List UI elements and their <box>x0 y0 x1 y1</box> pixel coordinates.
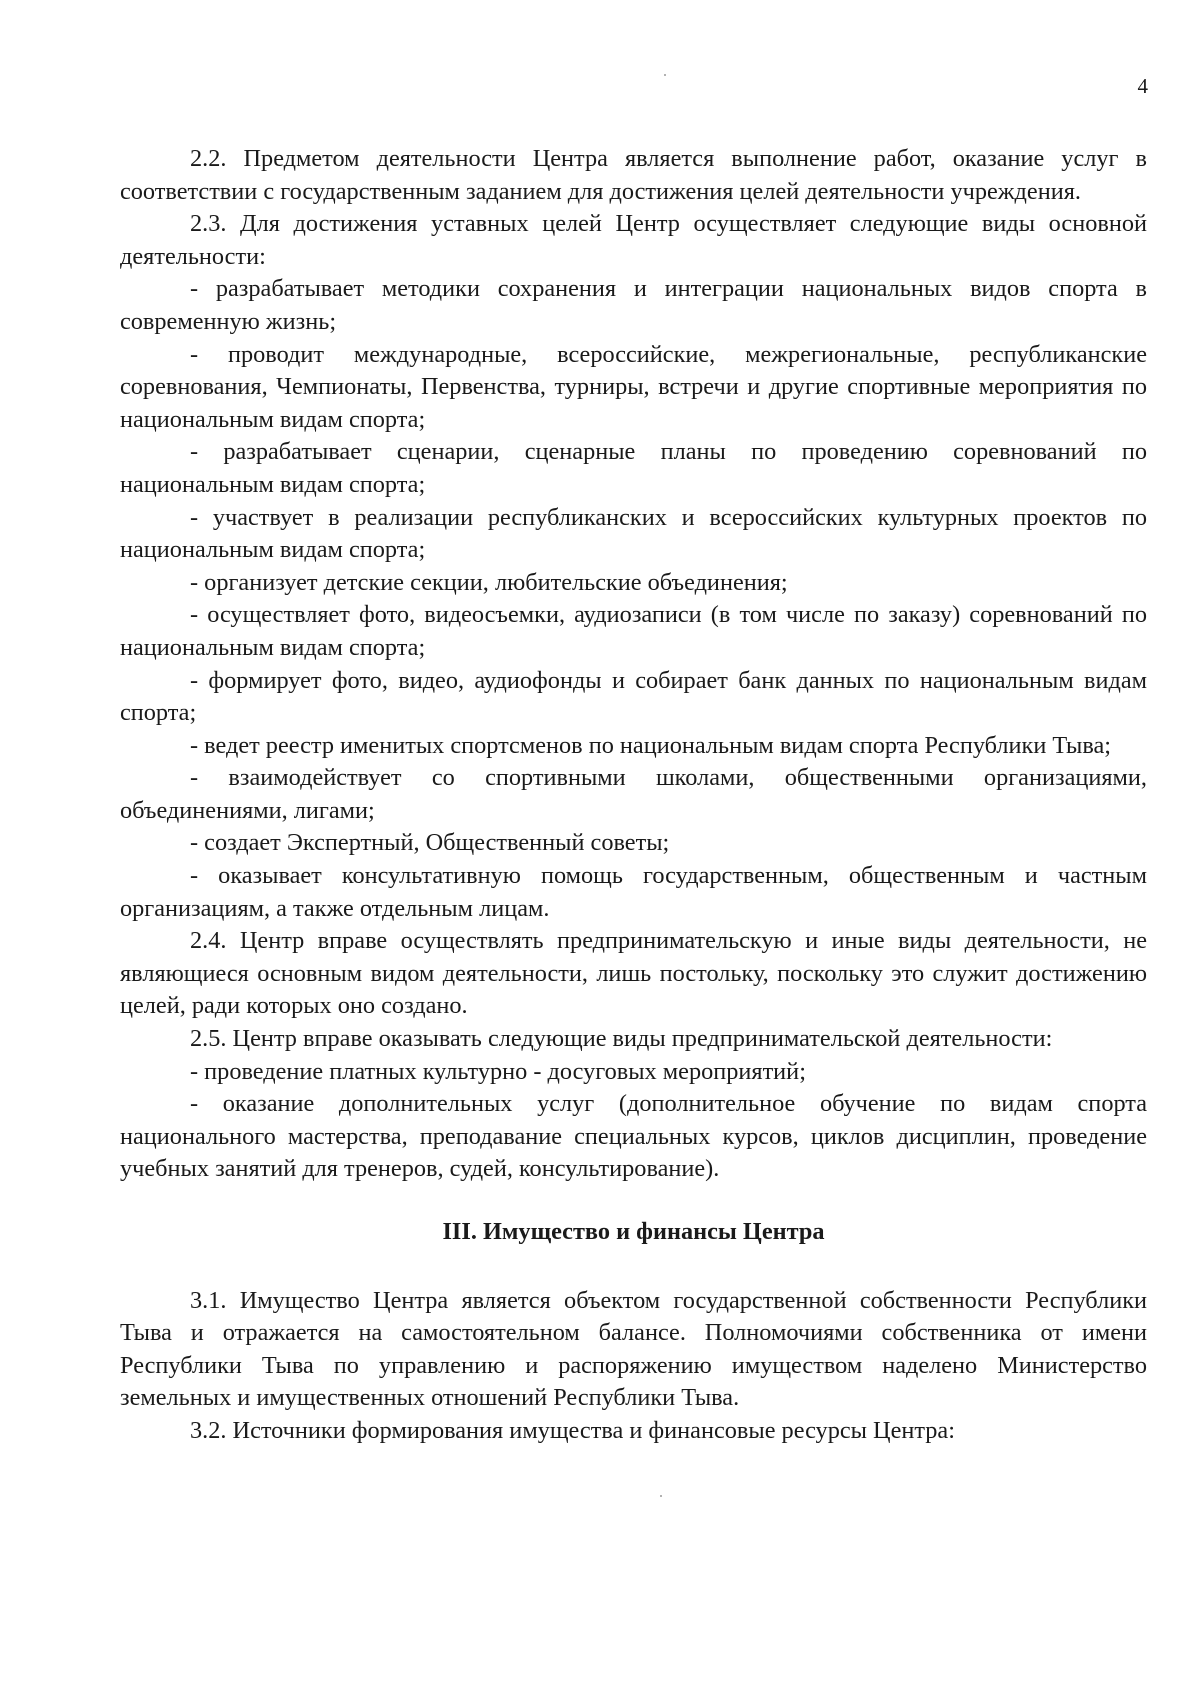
section-2-paragraphs <box>120 143 1147 1186</box>
paragraph: - ведет реестр именитых спортсменов по национальным видам спорта Республики Тыва; <box>190 731 1112 759</box>
paragraph: - участвует в реализации республиканских и всероссийских культурных проектов по национальным видам спорта; <box>120 503 1147 564</box>
document-body <box>120 143 1147 1448</box>
paragraph: - проведение платных культурно - досуговых мероприятий; <box>190 1057 806 1085</box>
paragraph: 3.2. Источники формирования имущества и финансовые ресурсы Центра: <box>190 1416 955 1444</box>
paragraph: - оказывает консультативную помощь государственным, общественным и частным организациям, а также отдельным лицам. <box>120 862 1147 922</box>
paragraph: - формирует фото, видео, аудиофонды и собирает банк данных по национальным видам спорта; <box>120 666 1147 727</box>
section-3-paragraphs <box>120 1285 1147 1448</box>
paragraph: - организует детские секции, любительские объединения; <box>190 568 788 596</box>
scan-speck <box>664 74 666 76</box>
paragraph: - проводит международные, всероссийские, межрегиональные, республиканские соревнования, Чемпионаты, Первенства, турниры, встречи и другие спортивные мероприятия по национальным видам спорта; <box>120 340 1147 433</box>
paragraph: 3.1. Имущество Центра является объектом государственной собственности Республики Тыва и отражается на самостоятельном балансе. Полномочиями собственника от имени Республики Тыва по управлению и распоряжению имуществом наделено Министерство земельных и имущественных отношений Республики Тыва. <box>120 1286 1147 1412</box>
paragraph: - взаимодействует со спортивными школами, общественными организациями, объединениями, лигами; <box>120 764 1147 824</box>
section-heading: III. Имущество и финансы Центра <box>442 1218 825 1245</box>
page-number: 4 <box>1137 74 1148 98</box>
paragraph: - разрабатывает сценарии, сценарные планы по проведению соревнований по национальным видам спорта; <box>120 438 1147 498</box>
scan-speck <box>660 1495 662 1497</box>
paragraph: 2.4. Центр вправе осуществлять предпринимательскую и иные виды деятельности, не являющиеся основным видом деятельности, лишь постольку, поскольку это служит достижению целей, ради которых оно создано. <box>120 927 1147 1020</box>
paragraph: 2.3. Для достижения уставных целей Центр осуществляет следующие виды основной деятельности: <box>120 210 1147 270</box>
paragraph: - создает Экспертный, Общественный советы; <box>190 829 670 857</box>
paragraph: 2.2. Предметом деятельности Центра является выполнение работ, оказание услуг в соответствии с государственным заданием для достижения целей деятельности учреждения. <box>120 145 1147 205</box>
paragraph: - разрабатывает методики сохранения и интеграции национальных видов спорта в современную жизнь; <box>120 275 1147 335</box>
paragraph: - оказание дополнительных услуг (дополнительное обучение по видам спорта национального мастерства, преподавание специальных курсов, циклов дисциплин, проведение учебных занятий для тренеров, судей, консультирование). <box>120 1090 1147 1183</box>
paragraph: 2.5. Центр вправе оказывать следующие виды предпринимательской деятельности: <box>190 1025 1053 1053</box>
paragraph: - осуществляет фото, видеосъемки, аудиозаписи (в том числе по заказу) соревнований по национальным видам спорта; <box>120 601 1147 661</box>
